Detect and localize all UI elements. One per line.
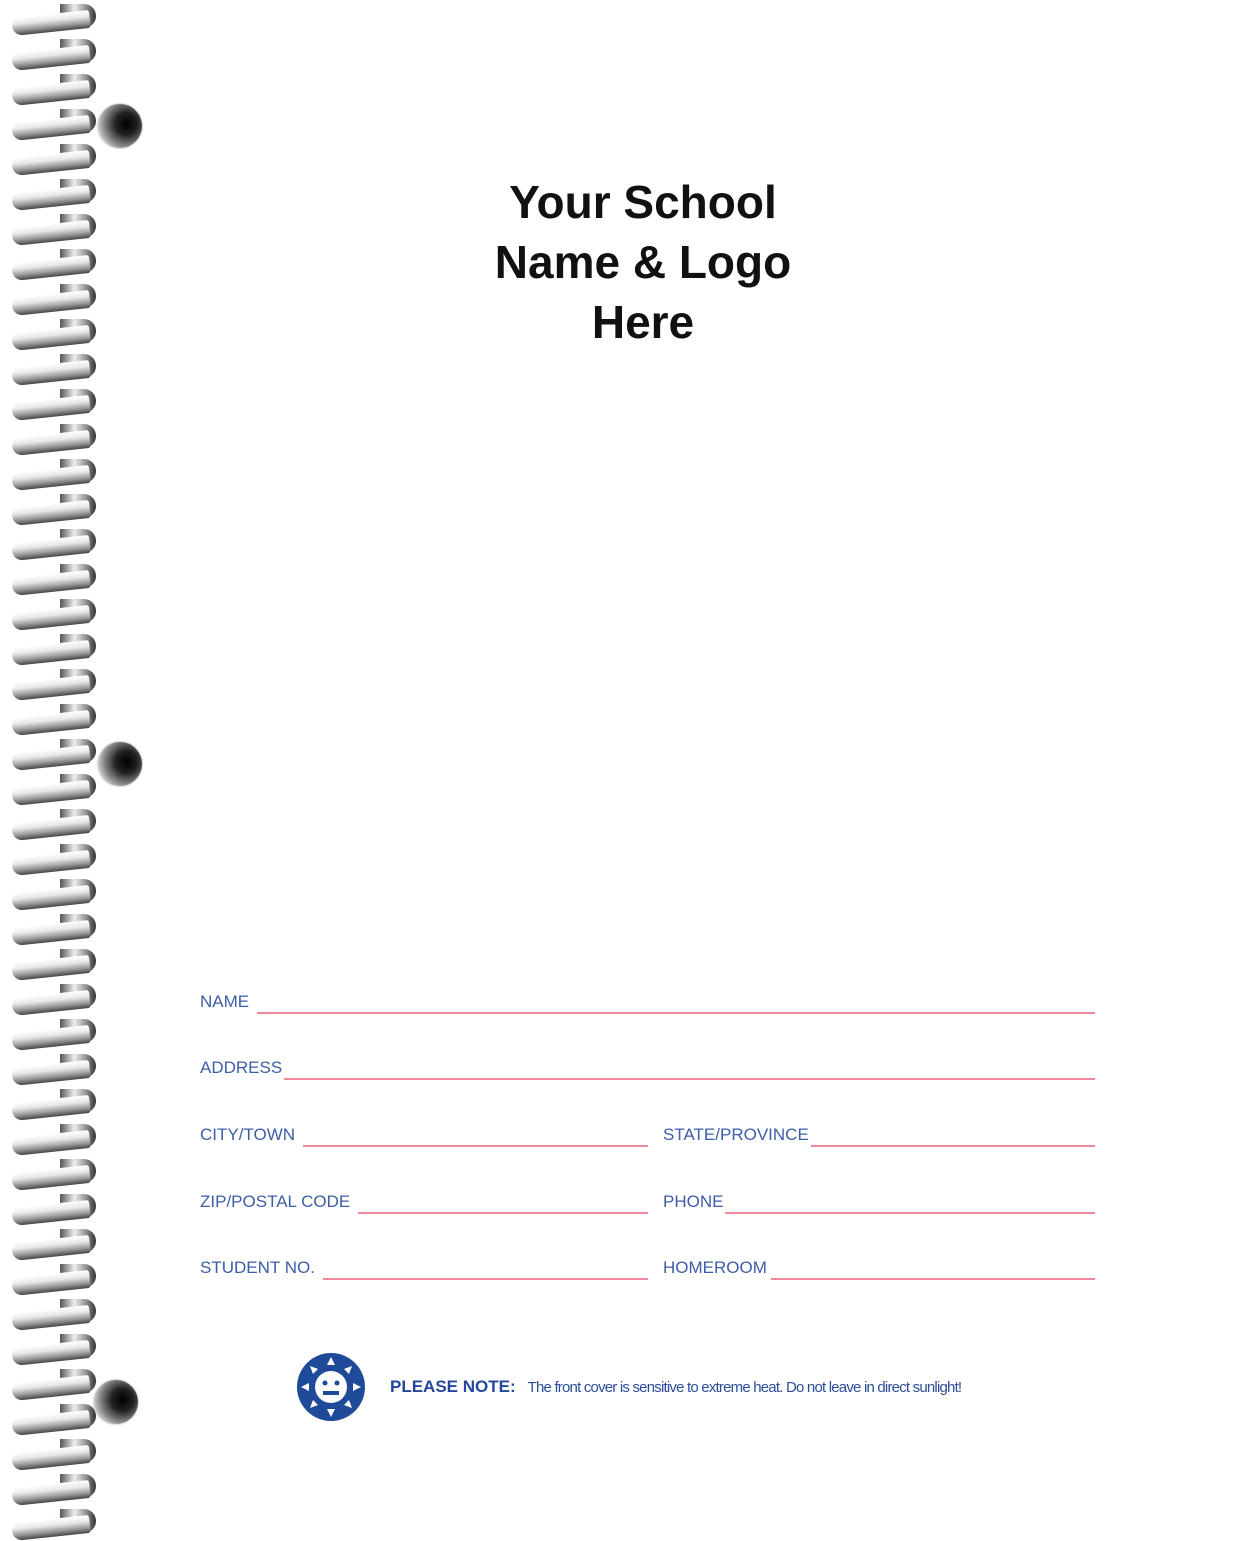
state-line [811,1145,1095,1147]
spiral-coil [10,212,90,246]
spiral-coil [10,1052,90,1086]
address-label: ADDRESS [200,1058,283,1077]
city-line [303,1145,648,1147]
school-logo-placeholder [400,172,886,352]
name-label: NAME [200,992,250,1011]
city-field[interactable] [200,1119,648,1149]
spiral-coil [10,912,90,946]
punch-hole [98,104,142,148]
spiral-binding [0,0,95,1538]
phone-line [725,1212,1095,1214]
spiral-coil [10,842,90,876]
spiral-coil [10,772,90,806]
spiral-coil [10,177,90,211]
city-label: CITY/TOWN [200,1125,296,1144]
name-line [257,1012,1095,1014]
address-field[interactable] [200,1052,1095,1082]
spiral-coil [10,1122,90,1156]
sun-icon [296,1352,366,1422]
spiral-coil [10,1507,90,1541]
spiral-coil [10,947,90,981]
spiral-coil [10,982,90,1016]
spiral-coil [10,1437,90,1471]
spiral-coil [10,37,90,71]
spiral-coil [10,877,90,911]
spiral-coil [10,1087,90,1121]
phone-label: PHONE [663,1192,724,1211]
homeroom-label: HOMEROOM [663,1258,767,1277]
spiral-coil [10,1472,90,1506]
spiral-coil [10,1297,90,1331]
spiral-coil [10,2,90,36]
spiral-coil [10,1367,90,1401]
spiral-coil [10,667,90,701]
homeroom-line [771,1278,1095,1280]
title-line: Here [591,296,695,348]
title-line: Your School [509,176,777,228]
spiral-coil [10,352,90,386]
student-no-label: STUDENT NO. [200,1258,315,1277]
title-line: Name & Logo [494,236,792,288]
homeroom-field[interactable] [663,1252,1095,1282]
phone-field[interactable] [663,1186,1095,1216]
spiral-coil [10,492,90,526]
spiral-coil [10,1157,90,1191]
spiral-coil [10,1402,90,1436]
spiral-coil [10,457,90,491]
punch-hole [98,742,142,786]
student-no-field[interactable] [200,1252,648,1282]
spiral-coil [10,142,90,176]
punch-hole [94,1380,138,1424]
spiral-coil [10,597,90,631]
state-field[interactable] [663,1119,1095,1149]
zip-field[interactable] [200,1186,648,1216]
spiral-coil [10,107,90,141]
spiral-coil [10,1262,90,1296]
spiral-coil [10,317,90,351]
zip-label: ZIP/POSTAL CODE [200,1192,351,1211]
student-no-line [323,1278,648,1280]
spiral-coil [10,387,90,421]
heat-warning [296,1352,961,1422]
spiral-coil [10,807,90,841]
spiral-coil [10,1227,90,1261]
spiral-coil [10,562,90,596]
spiral-coil [10,632,90,666]
spiral-coil [10,702,90,736]
spiral-coil [10,1017,90,1051]
note-title: PLEASE NOTE: [390,1377,516,1396]
spiral-coil [10,72,90,106]
spiral-coil [10,1332,90,1366]
spiral-coil [10,1192,90,1226]
zip-line [358,1212,648,1214]
spiral-coil [10,737,90,771]
spiral-coil [10,527,90,561]
name-field[interactable] [200,986,1095,1016]
spiral-coil [10,282,90,316]
state-label: STATE/PROVINCE [663,1125,809,1144]
address-line [284,1078,1095,1080]
note-text: The front cover is sensitive to extreme heat. Do not leave in direct sunlight! [527,1378,962,1396]
spiral-coil [10,247,90,281]
spiral-coil [10,422,90,456]
